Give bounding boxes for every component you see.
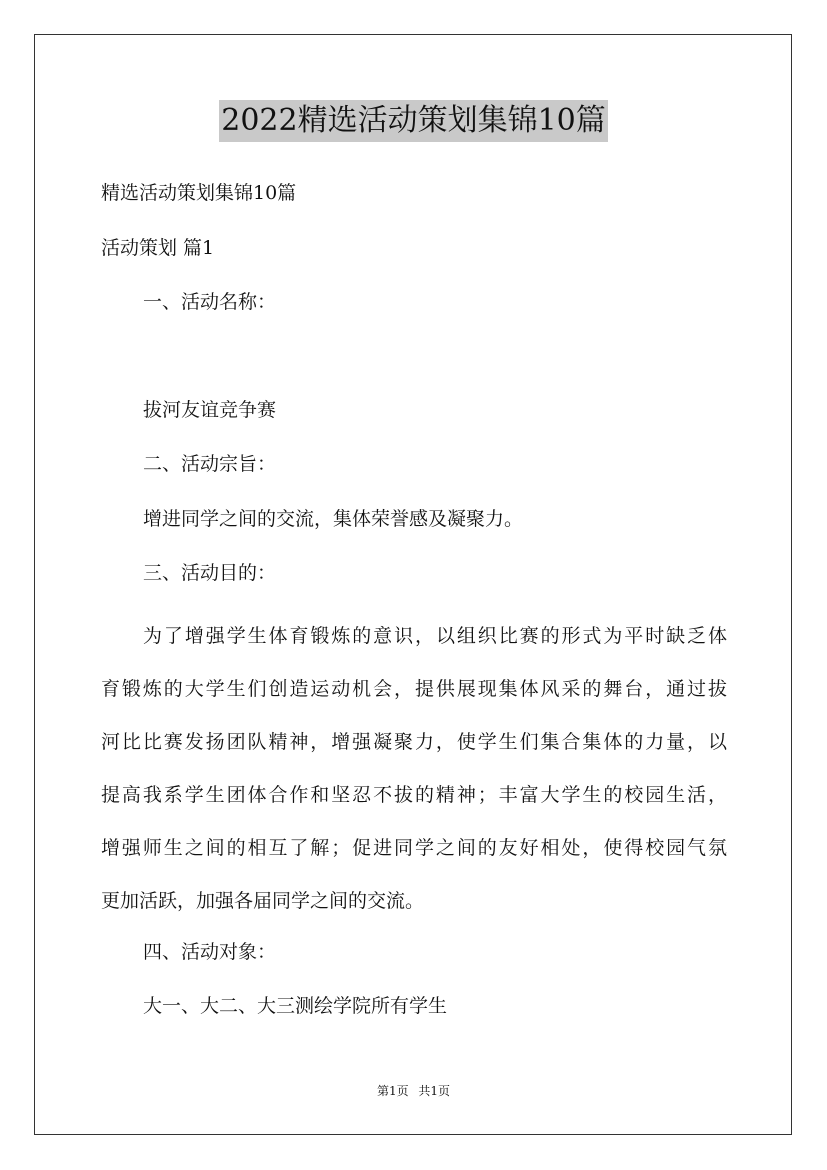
paragraph-line: 河比比赛发扬团队精神，增强凝聚力，使学生们集合集体的力量，以	[101, 731, 727, 753]
section-heading: 活动策划 篇1	[101, 237, 215, 259]
heading-activity-purpose: 二、活动宗旨：	[143, 453, 277, 475]
title-container	[0, 100, 827, 142]
subtitle: 精选活动策划集锦10篇	[101, 182, 297, 204]
activity-target-text: 大一、大二、大三测绘学院所有学生	[143, 995, 448, 1017]
paragraph-line: 更加活跃，加强各届同学之间的交流。	[101, 890, 425, 912]
paragraph-line: 增强师生之间的相互了解；促进同学之间的友好相处，使得校园气氛	[101, 837, 727, 859]
activity-goal-paragraph	[101, 610, 727, 928]
activity-name-text: 拔河友谊竞争赛	[143, 399, 277, 421]
page-footer	[0, 1083, 827, 1099]
paragraph-line: 育锻炼的大学生们创造运动机会，提供展现集体风采的舞台，通过拔	[101, 678, 727, 700]
heading-activity-name: 一、活动名称：	[143, 291, 277, 313]
page-number: 第1页	[376, 1084, 409, 1098]
paragraph-line: 为了增强学生体育锻炼的意识，以组织比赛的形式为平时缺乏体	[143, 625, 727, 647]
activity-purpose-text: 增进同学之间的交流，集体荣誉感及凝聚力。	[143, 508, 524, 530]
heading-activity-target: 四、活动对象：	[143, 941, 277, 963]
heading-activity-goal: 三、活动目的：	[143, 562, 277, 584]
paragraph-line: 提高我系学生团体合作和坚忍不拔的精神；丰富大学生的校园生活，	[101, 784, 727, 806]
page-total: 共1页	[418, 1084, 451, 1098]
document-title: 2022精选活动策划集锦10篇	[219, 100, 608, 142]
